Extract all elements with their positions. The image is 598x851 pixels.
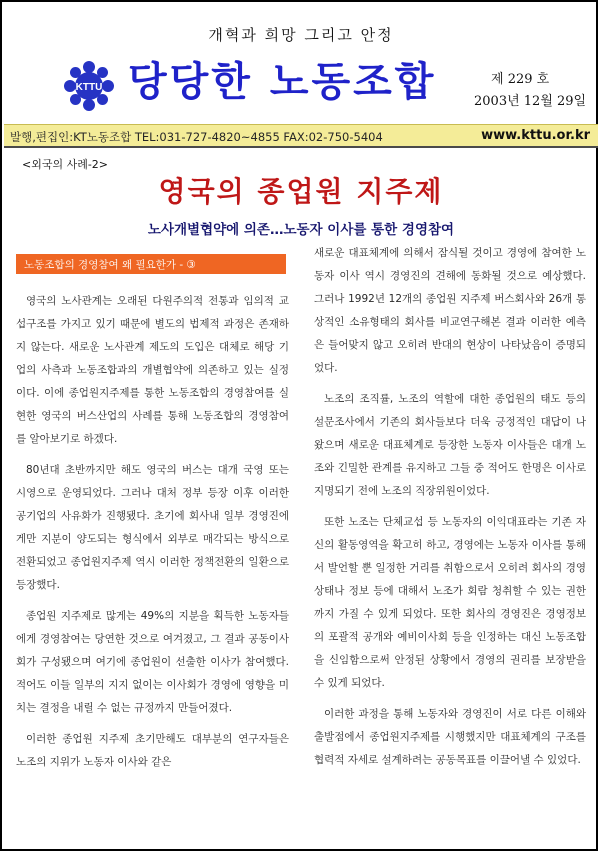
article-column-left [16, 290, 289, 782]
issue-number: 제 229 호 [491, 72, 550, 87]
website-link[interactable]: www.kttu.or.kr [481, 128, 590, 143]
article-column-right [314, 242, 586, 780]
issue-date: 2003년 12월 29일 [474, 94, 587, 109]
logo-text: KTTU [75, 82, 103, 93]
paragraph: 이러한 과정을 통해 노동자와 경영진이 서로 다른 이해와 출발점에서 종업원지주제를 시행했지만 대표체계의 구조를 협력적 자세로 설계하려는 공동목표를 이끌어낼 수 있었다. [314, 708, 586, 766]
series-label: <외국의 사례-2> [22, 158, 109, 171]
section-label: 노동조합의 경영참여 왜 필요한가 - ③ [24, 259, 196, 271]
kttu-logo-icon [58, 59, 120, 113]
publisher-info: 발행,편집인:KT노동조합 TEL:031-727-4820~4855 FAX:02-750-5404 [10, 130, 383, 144]
paragraph: 새로운 대표체계에 의해서 잠식될 것이고 경영에 참여한 노동자 이사 역시 경영진의 견해에 동화될 것으로 예상했다. 그러나 1992년 12개의 종업원 지주제 버스회사와 26개 통상적인 소유형태의 회사를 비교연구해본 결과 이러한 예측은 들어맞지 않고 오히려 반대의 현상이 나타났음이 증명되었다. [314, 247, 586, 374]
section-banner [16, 254, 286, 274]
newsletter-title: 당당한 노동조합 [128, 59, 437, 105]
subheadline: 노사개별협약에 의존…노동자 이사를 통한 경영참여 [147, 222, 455, 238]
paragraph: 종업원 지주제로 많게는 49%의 지분을 획득한 노동자들에게 경영참여는 당연한 것으로 여겨졌고, 그 결과 공동이사회가 구성됐으며 여기에 종업원이 선출한 이사가 참여했다. 적어도 이들 일부의 지지 없이는 이사회가 경영에 영향을 미치는 결정을 내릴 수 없는 규정까지 만들어졌다. [16, 610, 289, 714]
paragraph: 80년대 초반까지만 해도 영국의 버스는 대개 국영 또는 시영으로 운영되었다. 그러나 대처 정부 등장 이후 이러한 공기업의 사유화가 진행됐다. 초기에 회사내 일부 경영진에게만 지분이 양도되는 형식에서 외부로 매각되는 방식으로 전환되었고 종업원지주제 역시 이러한 정책전환의 일환으로 등장했다. [16, 464, 289, 591]
paragraph: 또한 노조는 단체교섭 등 노동자의 이익대표라는 기존 자신의 활동영역을 확고히 하고, 경영에는 노동자 이사를 통해서 발언할 뿐 일정한 거리를 취함으로서 오히려 회사의 경영상태나 정보 등에 대해서 노조가 회람 청취할 수 있는 권한까지 가질 수 있게 되었다. 또한 회사의 경영진은 경영정보의 포괄적 공개와 예비이사회 등을 인정하는 대신 노동조합을 신임함으로써 안정된 상황에서 경영의 권리를 보장받을 수 있게 되었다. [314, 516, 586, 689]
publisher-bar [4, 124, 598, 148]
headline: 영국의 종업원 지주제 [158, 175, 444, 208]
motto: 개혁과 희망 그리고 안정 [208, 26, 394, 44]
paragraph: 노조의 조직률, 노조의 역할에 대한 종업원의 태도 등의 설문조사에서 기존의 회사들보다 더욱 긍정적인 대답이 나왔으며 새로운 대표체계로 등장한 노동자 이사들은 대개 노조와 긴밀한 관계를 유지하고 그들 중 적어도 한명은 이사로 지명되기 전에 노조의 직장위원이었다. [314, 393, 586, 497]
paragraph: 이러한 종업원 지주제 초기만해도 대부분의 연구자들은 노조의 지위가 노동자 이사와 같은 [16, 733, 289, 768]
paragraph: 영국의 노사관계는 오래된 다원주의적 전통과 임의적 교섭구조를 가지고 있기 때문에 별도의 법제적 과정은 존재하지 않는다. 새로운 노사관계 제도의 도입은 대체로 해당 기업의 사측과 노동조합과의 개별협약에 의존하고 있는 실정이다. 이에 종업원지주제를 통한 노동조합의 경영참여를 실현한 영국의 버스산업의 사례를 통해 노동조합의 경영참여를 알아보기로 하겠다. [16, 295, 289, 445]
masthead [4, 4, 598, 124]
